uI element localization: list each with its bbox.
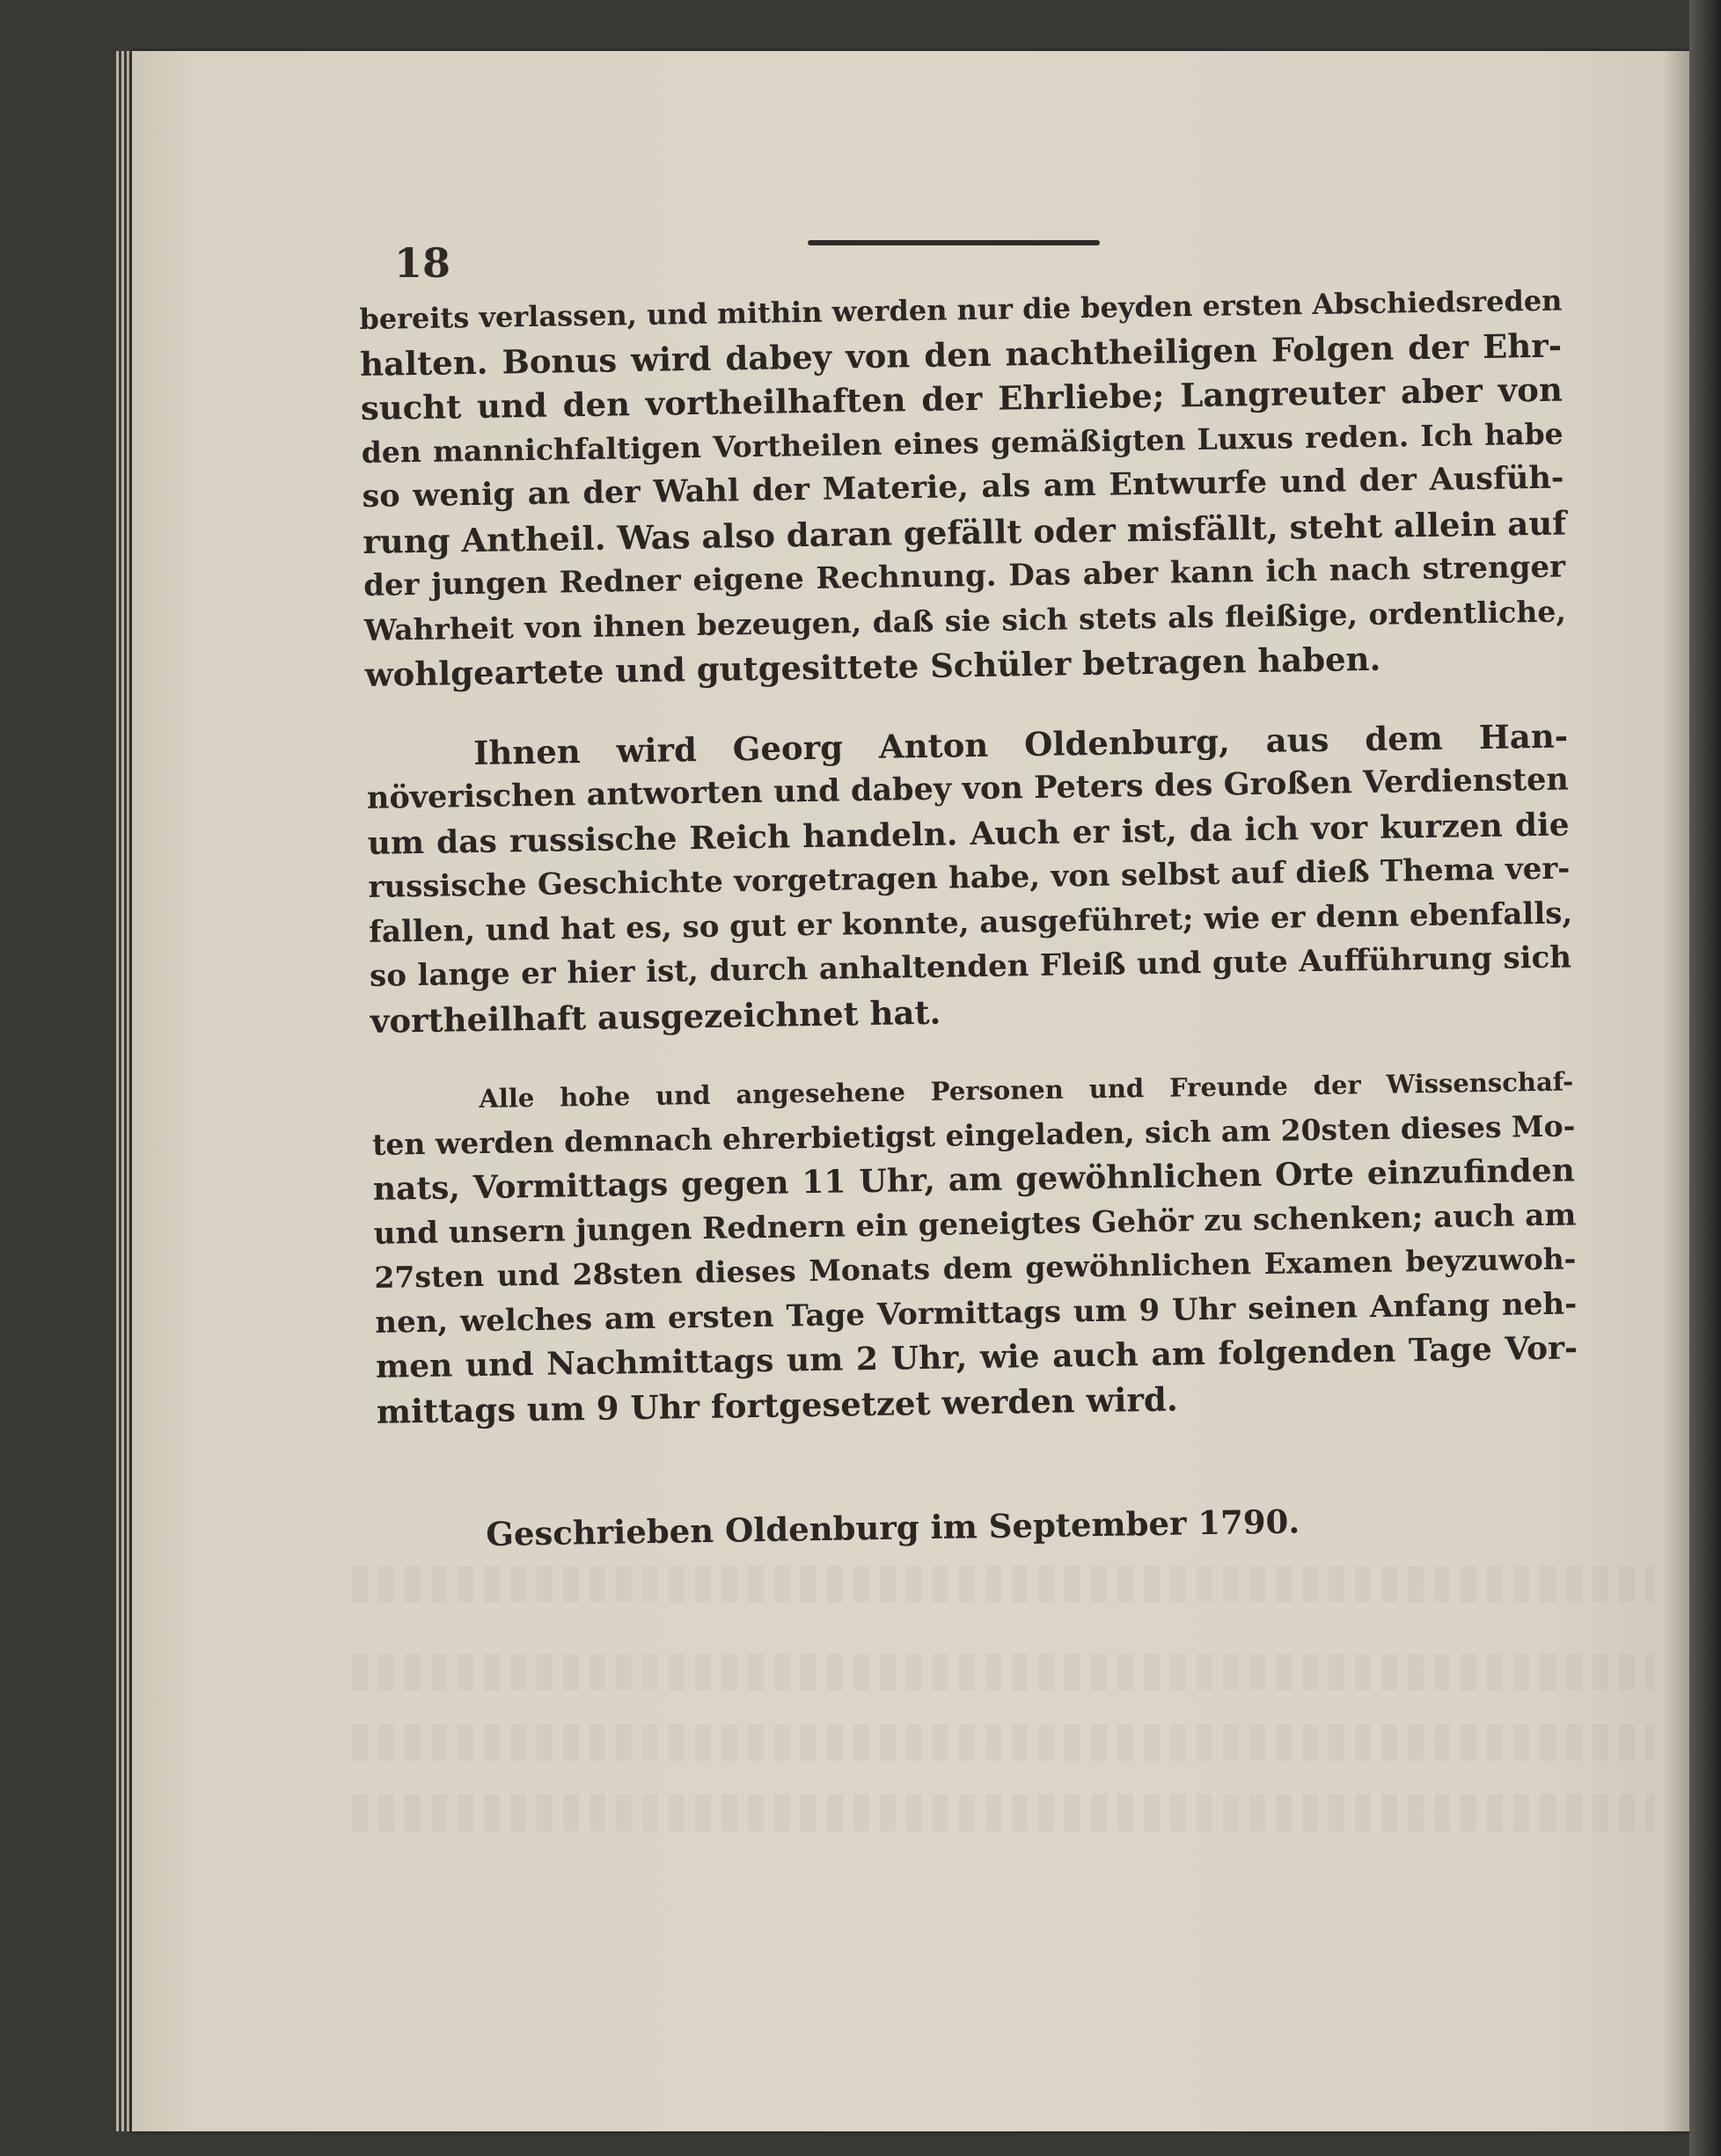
bleed-through [352,1566,1654,1603]
text-line: bereits verlassen, und mithin werden nur die beyden ersten Abschiedsreden [359,283,1563,336]
header-rule [808,240,1100,245]
text-line: halten. Bonus wird dabey von den nachtheiligen Folgen der Ehr- [359,325,1563,384]
page-number: 18 [394,239,451,287]
bleed-through [352,1654,1654,1691]
text-line: növerischen antworten und dabey von Peters des Großen Verdiensten [366,761,1570,816]
text-line: ten werden demnach ehrerbietigst eingeladen, sich am 20sten dieses Mo- [371,1107,1576,1162]
text-line: so lange er hier ist, durch anhaltenden Fleiß und gute Aufführung sich [369,939,1572,994]
text-line: men und Nachmittags um 2 Uhr, wie auch am folgenden Tage Vor- [375,1329,1578,1385]
paragraph [371,1059,1578,1433]
text-line: um das russische Reich handeln. Auch er ist, da ich vor kurzen die [367,805,1570,862]
text-line: der jungen Redner eigene Rechnung. Das aber kann ich nach strenger [363,549,1566,603]
bleed-through [352,1724,1654,1761]
text-line: wohlgeartete und gutgesittete Schüler betragen haben. [364,639,1381,694]
text-line: rung Antheil. Was also daran gefällt oder misfällt, steht allein auf [363,502,1567,561]
text-line: Ihnen wird Georg Anton Oldenburg, aus dem Han- [472,715,1569,772]
page-edge [116,51,119,2131]
text-line: und unsern jungen Rednern ein geneigtes Gehör zu schenken; auch am [373,1196,1577,1252]
text-line: 27sten und 28sten dieses Monats dem gewöhnlichen Examen beyzuwoh- [374,1241,1577,1295]
paragraph [359,279,1567,698]
body-text [359,279,1579,1469]
page-gutter-shadow [1663,51,1689,2131]
bleed-through [352,1794,1654,1831]
text-line: so wenig an der Wahl der Materie, als am Entwurfe und der Ausfüh- [362,459,1564,515]
text-line: russische Geschichte vorgetragen habe, von selbst auf dieß Thema ver- [368,851,1571,905]
page-edge [127,51,129,2131]
text-line: vortheilhaft ausgezeichnet hat. [370,992,941,1041]
text-line: Wahrheit von ihnen bezeugen, daß sie sich stets als fleißige, ordentliche, [363,593,1567,647]
text-line: sucht und den vortheilhaften der Ehrliebe; Langreuter aber von [360,369,1564,428]
text-line: fallen, und hat es, so gut er konnte, ausgeführet; wie er denn ebenfalls, [369,895,1573,950]
text-line: nen, welches am ersten Tage Vormittags um 9 Uhr seinen Anfang neh- [374,1285,1578,1341]
text-line: den mannichfaltigen Vortheilen eines gemäßigten Luxus reden. Ich habe [361,416,1564,470]
paragraph [366,713,1572,1043]
text-line: Alle hohe und angesehene Personen und Freunde der Wissenschaf- [479,1066,1574,1114]
scan-border [1689,0,1721,2156]
text-line: mittags um 9 Uhr fortgesetzet werden wird. [376,1379,1178,1431]
page-edge [121,51,124,2131]
closing-line: Geschrieben Oldenburg im September 1790. [486,1502,1300,1553]
text-line: nats, Vormittags gegen 11 Uhr, am gewöhnlichen Orte einzufinden [372,1151,1576,1208]
